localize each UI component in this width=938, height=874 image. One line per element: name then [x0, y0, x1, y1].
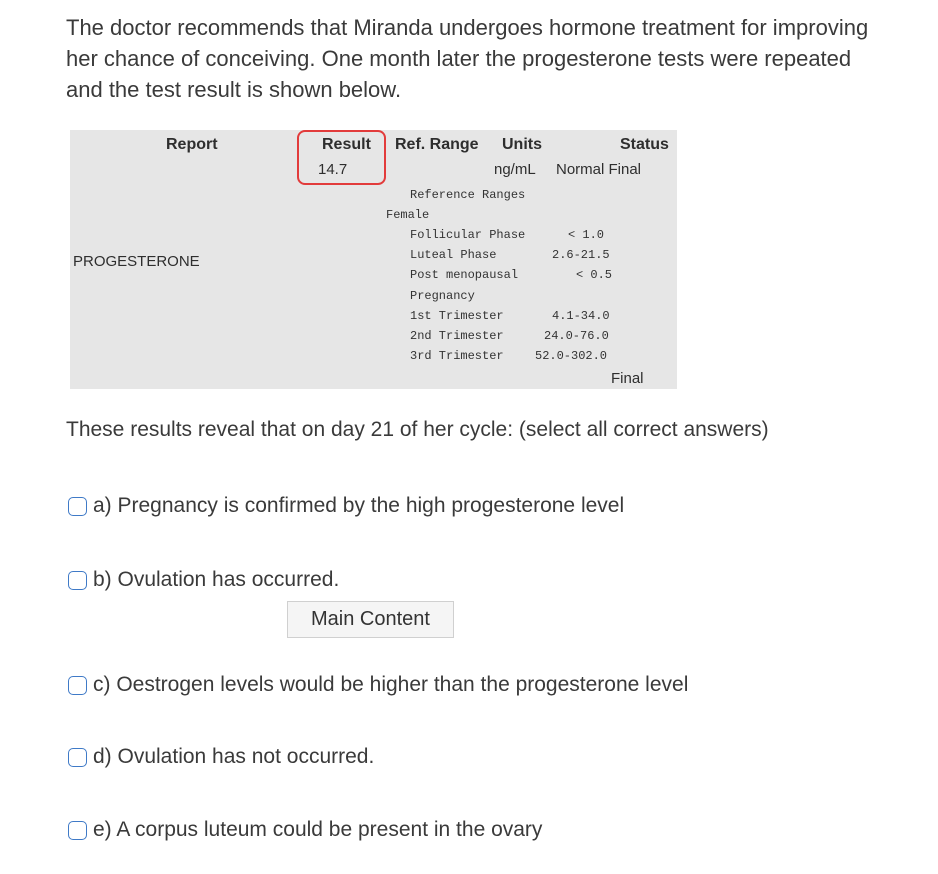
range-value: < 1.0	[568, 228, 605, 242]
option-label: a) Pregnancy is confirmed by the high progesterone level	[93, 494, 625, 517]
range-value: 2.6-21.5	[552, 248, 610, 262]
trimester-value: 4.1-34.0	[552, 309, 610, 323]
units-value: ng/mL	[494, 161, 536, 178]
answer-option-c[interactable]	[68, 673, 688, 697]
question-prompt: These results reveal that on day 21 of her cycle: (select all correct answers)	[66, 418, 769, 441]
checkbox-a[interactable]	[68, 497, 87, 516]
female-label: Female	[386, 208, 430, 222]
trimester-label: 2nd Trimester	[410, 329, 504, 343]
range-label: Luteal Phase	[410, 248, 497, 262]
header-report: Report	[166, 136, 218, 153]
lab-report-image	[70, 130, 677, 389]
option-label: b) Ovulation has occurred.	[93, 568, 340, 591]
header-result: Result	[322, 136, 371, 153]
status-value: Normal Final	[556, 161, 642, 178]
answer-option-d[interactable]	[68, 745, 374, 769]
answer-option-e[interactable]	[68, 818, 542, 842]
test-name: PROGESTERONE	[73, 253, 200, 270]
trimester-label: 1st Trimester	[410, 309, 504, 323]
checkbox-d[interactable]	[68, 748, 87, 767]
reference-ranges-title: Reference Ranges	[410, 188, 526, 202]
checkbox-e[interactable]	[68, 821, 87, 840]
answer-option-a[interactable]	[68, 494, 624, 518]
header-ref-range: Ref. Range	[395, 136, 479, 153]
range-value: < 0.5	[576, 268, 613, 282]
main-content-tooltip: Main Content	[287, 601, 454, 638]
footer-status: Final	[611, 370, 644, 387]
checkbox-c[interactable]	[68, 676, 87, 695]
question-intro: The doctor recommends that Miranda undergoes hormone treatment for improving her chance of conceiving. One month later the progesterone tests were repeated and the test result is shown below.	[66, 15, 869, 102]
option-label: d) Ovulation has not occurred.	[93, 745, 375, 768]
range-label: Post menopausal	[410, 268, 519, 282]
range-label: Follicular Phase	[410, 228, 526, 242]
header-status: Status	[620, 136, 669, 153]
option-label: c) Oestrogen levels would be higher than the progesterone level	[93, 673, 689, 696]
result-value: 14.7	[318, 161, 348, 178]
answer-option-b[interactable]	[68, 568, 339, 592]
trimester-label: 3rd Trimester	[410, 349, 504, 363]
checkbox-b[interactable]	[68, 571, 87, 590]
header-units: Units	[502, 136, 542, 153]
trimester-value: 24.0-76.0	[544, 329, 609, 343]
pregnancy-label: Pregnancy	[410, 289, 475, 303]
option-label: e) A corpus luteum could be present in the ovary	[93, 818, 543, 841]
trimester-value: 52.0-302.0	[535, 349, 608, 363]
